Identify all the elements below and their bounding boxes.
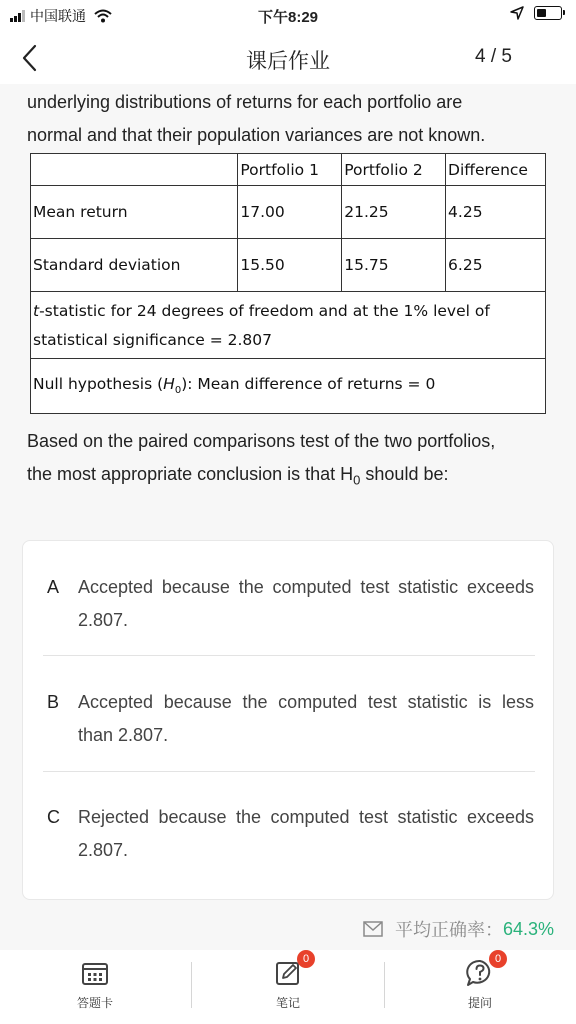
status-time: 下午8:29 (257, 9, 319, 26)
accuracy-label: 平均正确率： (394, 920, 503, 940)
table-cell: 15.75 (342, 239, 446, 292)
battery-icon (534, 6, 562, 20)
ask-badge: 0 (489, 950, 507, 968)
table-cell: 15.50 (238, 239, 342, 292)
table-cell: Standard deviation (31, 239, 238, 292)
portfolio-table (30, 153, 546, 414)
option-b[interactable] (43, 692, 535, 758)
null-hypothesis-text: Null hypothesis ( (33, 375, 164, 394)
table-cell: 21.25 (342, 186, 446, 239)
t-statistic-cell (31, 292, 546, 359)
option-letter: A (47, 577, 60, 597)
prompt-text: the most appropriate conclusion is that H (27, 464, 354, 484)
bottom-toolbar (0, 950, 576, 1024)
toolbar-divider (384, 962, 385, 1008)
question-bubble-icon (465, 953, 502, 988)
status-bar (0, 0, 576, 32)
question-body (0, 84, 576, 152)
answer-sheet-button[interactable] (35, 958, 155, 1011)
mail-icon (363, 921, 383, 937)
question-intro-line: normal and that their population variances are not known. (27, 125, 486, 145)
carrier-name: 中国联通 (30, 8, 86, 24)
table-cell: 6.25 (446, 239, 546, 292)
status-right (510, 6, 562, 20)
question-prompt-line (27, 458, 557, 497)
accuracy-stat (363, 916, 554, 942)
null-hypothesis-text: ): Mean difference of returns = 0 (181, 375, 436, 394)
t-symbol: t (33, 302, 40, 320)
table-row (31, 239, 546, 292)
option-letter: C (47, 807, 60, 827)
toolbar-divider (191, 962, 192, 1008)
t-statistic-text: -statistic for 24 degrees of freedom and at the 1% level of (39, 302, 490, 320)
option-text: Rejected because the computed test statistic exceeds 2.807. (78, 807, 534, 860)
t-statistic-text: statistical significance = 2.807 (33, 331, 272, 349)
h-symbol: H (163, 375, 175, 394)
t-statistic-row (31, 292, 546, 359)
option-divider (43, 655, 535, 656)
question-progress: 4 / 5 (475, 46, 512, 67)
answer-sheet-label: 答题卡 (76, 996, 113, 1010)
table-cell: Mean return (31, 186, 238, 239)
table-header-cell: Portfolio 2 (342, 154, 446, 186)
table-row (31, 186, 546, 239)
null-hypothesis-row (31, 359, 546, 414)
table-cell: 4.25 (446, 186, 546, 239)
table-header-cell: Difference (446, 154, 546, 186)
question-intro (0, 84, 576, 152)
notes-icon (273, 953, 310, 988)
table-header-cell: Portfolio 1 (238, 154, 342, 186)
notes-label: 笔记 (275, 996, 300, 1010)
option-c[interactable] (43, 807, 535, 873)
table-header-row (31, 154, 546, 186)
h-subscript: 0 (174, 385, 182, 397)
nav-bar (0, 32, 576, 84)
notes-button[interactable] (228, 953, 348, 1011)
option-text: Accepted because the computed test statistic exceeds 2.807. (78, 577, 534, 630)
page-title: 课后作业 (246, 50, 330, 73)
option-text: Accepted because the computed test statistic is less than 2.807. (78, 692, 534, 745)
table-header-cell (31, 154, 238, 186)
option-letter: B (47, 692, 60, 712)
accuracy-value: 64.3% (502, 918, 554, 939)
h-subscript: 0 (353, 472, 361, 488)
location-arrow-icon (510, 6, 524, 20)
option-divider (43, 771, 535, 772)
option-a[interactable] (43, 577, 535, 643)
question-prompt-line: Based on the paired comparisons test of the two portfolios, (27, 431, 496, 451)
prompt-text: should be: (360, 464, 449, 484)
ask-label: 提问 (467, 996, 492, 1010)
ask-button[interactable] (420, 953, 540, 1011)
question-prompt (27, 425, 557, 497)
notes-badge: 0 (297, 950, 315, 968)
answer-sheet-icon (80, 958, 110, 988)
null-hypothesis-cell (31, 359, 546, 414)
table-cell: 17.00 (238, 186, 342, 239)
options-card (22, 540, 554, 900)
question-intro-line: underlying distributions of returns for each portfolio are (27, 92, 463, 112)
